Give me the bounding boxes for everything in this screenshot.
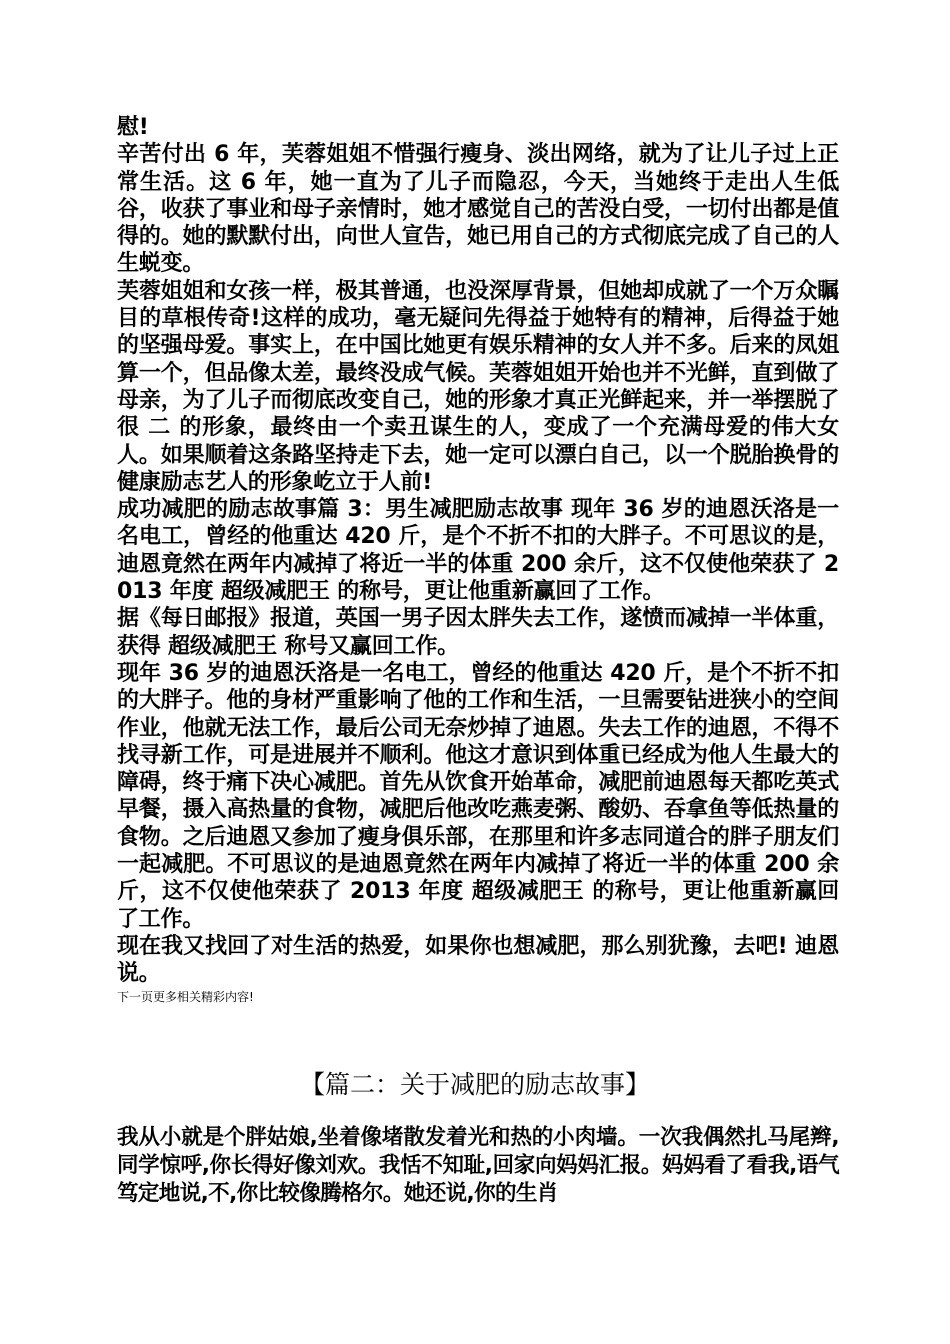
section-body [117, 1124, 839, 1208]
paragraph-dean-quote: 现在我又找回了对生活的热爱，如果你也想减肥，那么别犹豫，去吧! 迪恩说。 [117, 933, 839, 987]
article-body [117, 114, 839, 1006]
section-title: 【篇二：关于减肥的励志故事】 [299, 1070, 650, 1099]
next-page-note: 下一页更多相关精彩内容! [117, 989, 254, 1004]
paragraph-grassroots-legend: 芙蓉姐姐和女孩一样，极其普通，也没深厚背景，但她却成就了一个万众瞩目的草根传奇!这样的成功，毫无疑问先得益于她特有的精神，后得益于她的坚强母爱。事实上，在中国比她更有娱乐精神的女人并不多。后来的凤姐算一个，但品像太差，最终没成气候。芙蓉姐姐开始也并不光鲜，直到做了母亲，为了儿子而彻底改变自己，她的形象才真正光鲜起来，并一举摆脱了很 二 的形象，最终由一个卖丑谋生的人，变成了一个充满母爱的伟大女人。如果顺着这条路坚持走下去，她一定可以漂白自己，以一个脱胎换骨的健康励志艺人的形象屹立于人前! [117, 278, 839, 495]
paragraph-sacrifice: 辛苦付出 6 年，芙蓉姐姐不惜强行瘦身、淡出网络，就为了让儿子过上正常生活。这 6 年，她一直为了儿子而隐忍，今天，当她终于走出人生低谷，收获了事业和母子亲情时，她才感觉自己的苦没白受，一切付出都是值得的。她的默默付出，向世人宣告，她已用自己的方式彻底完成了自己的人生蜕变。 [117, 142, 839, 277]
paragraph-daily-mail: 据《每日邮报》报道，英国一男子因太胖失去工作，遂愤而减掉一半体重，获得 超级减肥王 称号又赢回工作。 [117, 606, 839, 659]
section-paragraph: 我从小就是个胖姑娘,坐着像堵散发着光和热的小肉墙。一次我偶然扎马尾辫,同学惊呼,你长得好像刘欢。我恬不知耻,回家向妈妈汇报。妈妈看了看我,语气笃定地说,不,你比较像腾格尔。她还说,你的生肖 [117, 1125, 839, 1206]
paragraph-fragment: 慰! [117, 115, 149, 140]
paragraph-dean-story: 现年 36 岁的迪恩沃洛是一名电工，曾经的他重达 420 斤，是个不折不扣的大胖子。他的身材严重影响了他的工作和生活，一旦需要钻进狭小的空间作业，他就无法工作，最后公司无奈炒掉了迪恩。失去工作的迪恩，不得不找寻新工作，可是进展并不顺利。他这才意识到体重已经成为他人生最大的障碍，终于痛下决心减肥。首先从饮食开始革命，减肥前迪恩每天都吃英式早餐，摄入高热量的食物，减肥后他改吃燕麦粥、酸奶、吞拿鱼等低热量的食物。之后迪恩又参加了瘦身俱乐部，在那里和许多志同道合的胖子朋友们一起减肥。不可思议的是迪恩竟然在两年内减掉了将近一半的体重 200 余斤，这不仅使他荣获了 2013 年度 超级减肥王 的称号，更让他重新赢回了工作。 [117, 660, 839, 932]
paragraph-story-3-intro: 成功减肥的励志故事篇 3：男生减肥励志故事 现年 36 岁的迪恩沃洛是一名电工，曾经的他重达 420 斤，是个不折不扣的大胖子。不可思议的是，迪恩竟然在两年内减掉了将近一半的体重 200 余斤，这不仅使他荣获了 2013 年度 超级减肥王 的称号，更让他重新赢回了工作。 [117, 497, 839, 605]
